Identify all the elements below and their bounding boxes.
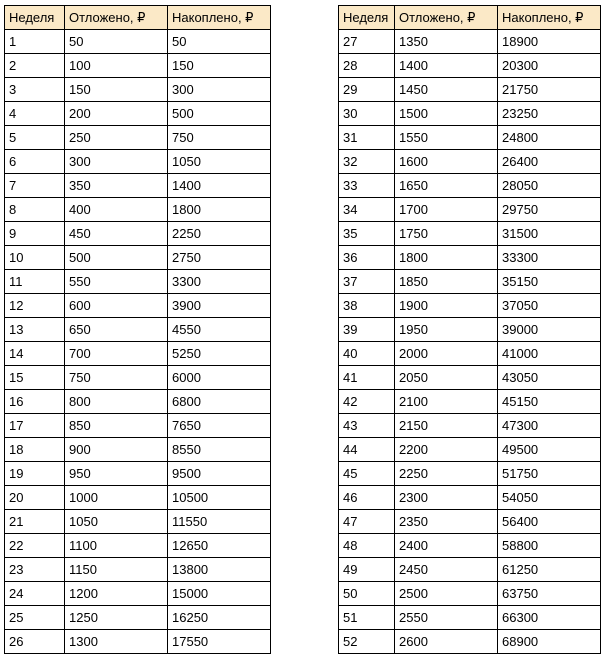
cell-deposited[interactable]: 2250 bbox=[395, 462, 498, 486]
table-row bbox=[339, 630, 601, 654]
cell-week[interactable]: 40 bbox=[339, 342, 395, 366]
cell-accumulated[interactable]: 28050 bbox=[498, 174, 601, 198]
table-row bbox=[339, 30, 601, 54]
table-row bbox=[339, 198, 601, 222]
table-row bbox=[5, 54, 271, 78]
cell-week[interactable]: 30 bbox=[339, 102, 395, 126]
table-row bbox=[339, 318, 601, 342]
cell-deposited[interactable]: 550 bbox=[65, 270, 168, 294]
cell-accumulated[interactable]: 24800 bbox=[498, 126, 601, 150]
cell-deposited[interactable]: 2000 bbox=[395, 342, 498, 366]
cell-deposited[interactable]: 150 bbox=[65, 78, 168, 102]
table-row bbox=[339, 294, 601, 318]
table-row bbox=[5, 150, 271, 174]
table-row bbox=[5, 390, 271, 414]
cell-week[interactable]: 16 bbox=[5, 390, 65, 414]
cell-week[interactable]: 18 bbox=[5, 438, 65, 462]
cell-accumulated[interactable]: 3900 bbox=[168, 294, 271, 318]
cell-deposited[interactable]: 700 bbox=[65, 342, 168, 366]
cell-deposited[interactable]: 1900 bbox=[395, 294, 498, 318]
cell-week[interactable]: 13 bbox=[5, 318, 65, 342]
cell-accumulated[interactable]: 43050 bbox=[498, 366, 601, 390]
cell-week[interactable]: 37 bbox=[339, 270, 395, 294]
table-row bbox=[5, 534, 271, 558]
cell-week[interactable]: 1 bbox=[5, 30, 65, 54]
table-row bbox=[5, 294, 271, 318]
cell-deposited[interactable]: 1200 bbox=[65, 582, 168, 606]
cell-accumulated[interactable]: 51750 bbox=[498, 462, 601, 486]
cell-week[interactable]: 39 bbox=[339, 318, 395, 342]
table-row bbox=[5, 582, 271, 606]
table-row bbox=[339, 222, 601, 246]
cell-week[interactable]: 19 bbox=[5, 462, 65, 486]
cell-deposited[interactable]: 2150 bbox=[395, 414, 498, 438]
cell-week[interactable]: 34 bbox=[339, 198, 395, 222]
cell-deposited[interactable]: 1850 bbox=[395, 270, 498, 294]
table-row bbox=[5, 366, 271, 390]
table-row bbox=[339, 270, 601, 294]
cell-week[interactable]: 31 bbox=[339, 126, 395, 150]
cell-deposited[interactable]: 2400 bbox=[395, 534, 498, 558]
cell-week[interactable]: 32 bbox=[339, 150, 395, 174]
cell-accumulated[interactable]: 68900 bbox=[498, 630, 601, 654]
cell-accumulated[interactable]: 35150 bbox=[498, 270, 601, 294]
table-row bbox=[339, 342, 601, 366]
cell-deposited[interactable]: 100 bbox=[65, 54, 168, 78]
cell-week[interactable]: 50 bbox=[339, 582, 395, 606]
table-row bbox=[339, 78, 601, 102]
table-row bbox=[5, 102, 271, 126]
cell-accumulated[interactable]: 20300 bbox=[498, 54, 601, 78]
cell-deposited[interactable]: 750 bbox=[65, 366, 168, 390]
header-deposited[interactable]: Отложено, ₽ bbox=[395, 6, 498, 30]
cell-accumulated[interactable]: 1050 bbox=[168, 150, 271, 174]
table-row bbox=[339, 582, 601, 606]
table-row bbox=[339, 174, 601, 198]
cell-deposited[interactable]: 2100 bbox=[395, 390, 498, 414]
cell-deposited[interactable]: 2500 bbox=[395, 582, 498, 606]
table-row bbox=[5, 342, 271, 366]
cell-week[interactable]: 52 bbox=[339, 630, 395, 654]
cell-deposited[interactable]: 950 bbox=[65, 462, 168, 486]
cell-week[interactable]: 51 bbox=[339, 606, 395, 630]
table-row bbox=[339, 150, 601, 174]
cell-accumulated[interactable]: 11550 bbox=[168, 510, 271, 534]
cell-week[interactable]: 14 bbox=[5, 342, 65, 366]
cell-accumulated[interactable]: 21750 bbox=[498, 78, 601, 102]
cell-accumulated[interactable]: 500 bbox=[168, 102, 271, 126]
cell-accumulated[interactable]: 45150 bbox=[498, 390, 601, 414]
cell-accumulated[interactable]: 26400 bbox=[498, 150, 601, 174]
cell-week[interactable]: 38 bbox=[339, 294, 395, 318]
table-row bbox=[5, 630, 271, 654]
cell-deposited[interactable]: 1750 bbox=[395, 222, 498, 246]
cell-deposited[interactable]: 1150 bbox=[65, 558, 168, 582]
cell-accumulated[interactable]: 2750 bbox=[168, 246, 271, 270]
cell-week[interactable]: 36 bbox=[339, 246, 395, 270]
cell-week[interactable]: 49 bbox=[339, 558, 395, 582]
cell-week[interactable]: 11 bbox=[5, 270, 65, 294]
cell-week[interactable]: 20 bbox=[5, 486, 65, 510]
table-row bbox=[5, 198, 271, 222]
cell-week[interactable]: 10 bbox=[5, 246, 65, 270]
table-row bbox=[339, 414, 601, 438]
cell-week[interactable]: 25 bbox=[5, 606, 65, 630]
cell-deposited[interactable]: 650 bbox=[65, 318, 168, 342]
cell-deposited[interactable]: 250 bbox=[65, 126, 168, 150]
table-row bbox=[5, 438, 271, 462]
table-row bbox=[339, 462, 601, 486]
table-row bbox=[5, 486, 271, 510]
cell-deposited[interactable]: 1700 bbox=[395, 198, 498, 222]
cell-accumulated[interactable]: 2250 bbox=[168, 222, 271, 246]
cell-accumulated[interactable]: 47300 bbox=[498, 414, 601, 438]
cell-week[interactable]: 43 bbox=[339, 414, 395, 438]
cell-deposited[interactable]: 2600 bbox=[395, 630, 498, 654]
cell-accumulated[interactable]: 37050 bbox=[498, 294, 601, 318]
cell-week[interactable]: 2 bbox=[5, 54, 65, 78]
header-row bbox=[339, 6, 601, 30]
table-row bbox=[5, 222, 271, 246]
table-row bbox=[5, 30, 271, 54]
table-row bbox=[339, 126, 601, 150]
table-row bbox=[5, 246, 271, 270]
cell-week[interactable]: 7 bbox=[5, 174, 65, 198]
table-row bbox=[5, 318, 271, 342]
cell-deposited[interactable]: 600 bbox=[65, 294, 168, 318]
header-week[interactable]: Неделя bbox=[339, 6, 395, 30]
cell-deposited[interactable]: 2050 bbox=[395, 366, 498, 390]
savings-table-right bbox=[338, 5, 601, 654]
cell-deposited[interactable]: 1300 bbox=[65, 630, 168, 654]
cell-deposited[interactable]: 400 bbox=[65, 198, 168, 222]
cell-deposited[interactable]: 1100 bbox=[65, 534, 168, 558]
cell-week[interactable]: 8 bbox=[5, 198, 65, 222]
cell-week[interactable]: 35 bbox=[339, 222, 395, 246]
cell-accumulated[interactable]: 56400 bbox=[498, 510, 601, 534]
cell-accumulated[interactable]: 10500 bbox=[168, 486, 271, 510]
table-row bbox=[339, 246, 601, 270]
cell-accumulated[interactable]: 39000 bbox=[498, 318, 601, 342]
cell-week[interactable]: 12 bbox=[5, 294, 65, 318]
cell-week[interactable]: 21 bbox=[5, 510, 65, 534]
cell-week[interactable]: 26 bbox=[5, 630, 65, 654]
cell-deposited[interactable]: 1600 bbox=[395, 150, 498, 174]
cell-deposited[interactable]: 50 bbox=[65, 30, 168, 54]
header-row bbox=[5, 6, 271, 30]
cell-deposited[interactable]: 500 bbox=[65, 246, 168, 270]
cell-accumulated[interactable]: 23250 bbox=[498, 102, 601, 126]
table-row bbox=[339, 558, 601, 582]
cell-deposited[interactable]: 2550 bbox=[395, 606, 498, 630]
cell-accumulated[interactable]: 50 bbox=[168, 30, 271, 54]
cell-accumulated[interactable]: 4550 bbox=[168, 318, 271, 342]
cell-accumulated[interactable]: 66300 bbox=[498, 606, 601, 630]
cell-deposited[interactable]: 1550 bbox=[395, 126, 498, 150]
table-row bbox=[339, 54, 601, 78]
header-accumulated[interactable]: Накоплено, ₽ bbox=[168, 6, 271, 30]
table-row bbox=[5, 606, 271, 630]
cell-deposited[interactable]: 350 bbox=[65, 174, 168, 198]
table-row bbox=[5, 558, 271, 582]
cell-deposited[interactable]: 1450 bbox=[395, 78, 498, 102]
table-row bbox=[339, 486, 601, 510]
cell-accumulated[interactable]: 300 bbox=[168, 78, 271, 102]
cell-accumulated[interactable]: 6000 bbox=[168, 366, 271, 390]
cell-accumulated[interactable]: 750 bbox=[168, 126, 271, 150]
cell-deposited[interactable]: 800 bbox=[65, 390, 168, 414]
cell-deposited[interactable]: 2300 bbox=[395, 486, 498, 510]
cell-deposited[interactable]: 1350 bbox=[395, 30, 498, 54]
cell-deposited[interactable]: 450 bbox=[65, 222, 168, 246]
table-row bbox=[339, 390, 601, 414]
cell-accumulated[interactable]: 33300 bbox=[498, 246, 601, 270]
savings-table-left bbox=[4, 5, 271, 654]
table-row bbox=[339, 534, 601, 558]
cell-accumulated[interactable]: 31500 bbox=[498, 222, 601, 246]
cell-deposited[interactable]: 1950 bbox=[395, 318, 498, 342]
table-row bbox=[339, 366, 601, 390]
table-row bbox=[339, 606, 601, 630]
cell-week[interactable]: 23 bbox=[5, 558, 65, 582]
cell-week[interactable]: 15 bbox=[5, 366, 65, 390]
cell-accumulated[interactable]: 6800 bbox=[168, 390, 271, 414]
cell-accumulated[interactable]: 9500 bbox=[168, 462, 271, 486]
cell-week[interactable]: 3 bbox=[5, 78, 65, 102]
cell-accumulated[interactable]: 15000 bbox=[168, 582, 271, 606]
cell-week[interactable]: 42 bbox=[339, 390, 395, 414]
cell-accumulated[interactable]: 5250 bbox=[168, 342, 271, 366]
cell-accumulated[interactable]: 7650 bbox=[168, 414, 271, 438]
cell-deposited[interactable]: 300 bbox=[65, 150, 168, 174]
cell-accumulated[interactable]: 8550 bbox=[168, 438, 271, 462]
cell-week[interactable]: 4 bbox=[5, 102, 65, 126]
cell-accumulated[interactable]: 16250 bbox=[168, 606, 271, 630]
cell-accumulated[interactable]: 3300 bbox=[168, 270, 271, 294]
cell-deposited[interactable]: 1250 bbox=[65, 606, 168, 630]
cell-deposited[interactable]: 1650 bbox=[395, 174, 498, 198]
header-accumulated[interactable]: Накоплено, ₽ bbox=[498, 6, 601, 30]
cell-accumulated[interactable]: 41000 bbox=[498, 342, 601, 366]
table-row bbox=[5, 414, 271, 438]
cell-accumulated[interactable]: 61250 bbox=[498, 558, 601, 582]
cell-week[interactable]: 48 bbox=[339, 534, 395, 558]
table-row bbox=[339, 510, 601, 534]
table-row bbox=[5, 174, 271, 198]
cell-week[interactable]: 17 bbox=[5, 414, 65, 438]
table-row bbox=[5, 510, 271, 534]
cell-week[interactable]: 5 bbox=[5, 126, 65, 150]
cell-deposited[interactable]: 1500 bbox=[395, 102, 498, 126]
header-week[interactable]: Неделя bbox=[5, 6, 65, 30]
cell-week[interactable]: 22 bbox=[5, 534, 65, 558]
cell-deposited[interactable]: 2350 bbox=[395, 510, 498, 534]
cell-week[interactable]: 28 bbox=[339, 54, 395, 78]
cell-deposited[interactable]: 200 bbox=[65, 102, 168, 126]
cell-week[interactable]: 24 bbox=[5, 582, 65, 606]
cell-week[interactable]: 44 bbox=[339, 438, 395, 462]
cell-accumulated[interactable]: 1800 bbox=[168, 198, 271, 222]
cell-accumulated[interactable]: 12650 bbox=[168, 534, 271, 558]
cell-deposited[interactable]: 900 bbox=[65, 438, 168, 462]
cell-accumulated[interactable]: 17550 bbox=[168, 630, 271, 654]
cell-accumulated[interactable]: 49500 bbox=[498, 438, 601, 462]
cell-deposited[interactable]: 2200 bbox=[395, 438, 498, 462]
cell-accumulated[interactable]: 54050 bbox=[498, 486, 601, 510]
cell-week[interactable]: 47 bbox=[339, 510, 395, 534]
cell-accumulated[interactable]: 1400 bbox=[168, 174, 271, 198]
cell-deposited[interactable]: 2450 bbox=[395, 558, 498, 582]
cell-deposited[interactable]: 1800 bbox=[395, 246, 498, 270]
table-row bbox=[5, 78, 271, 102]
cell-week[interactable]: 45 bbox=[339, 462, 395, 486]
table-row bbox=[339, 438, 601, 462]
cell-deposited[interactable]: 850 bbox=[65, 414, 168, 438]
cell-deposited[interactable]: 1400 bbox=[395, 54, 498, 78]
cell-accumulated[interactable]: 29750 bbox=[498, 198, 601, 222]
cell-week[interactable]: 29 bbox=[339, 78, 395, 102]
table-row bbox=[5, 462, 271, 486]
cell-week[interactable]: 27 bbox=[339, 30, 395, 54]
cell-deposited[interactable]: 1050 bbox=[65, 510, 168, 534]
table-row bbox=[339, 102, 601, 126]
table-row bbox=[5, 270, 271, 294]
cell-accumulated[interactable]: 18900 bbox=[498, 30, 601, 54]
cell-accumulated[interactable]: 13800 bbox=[168, 558, 271, 582]
cell-accumulated[interactable]: 63750 bbox=[498, 582, 601, 606]
cell-week[interactable]: 41 bbox=[339, 366, 395, 390]
cell-week[interactable]: 6 bbox=[5, 150, 65, 174]
header-deposited[interactable]: Отложено, ₽ bbox=[65, 6, 168, 30]
cell-week[interactable]: 46 bbox=[339, 486, 395, 510]
cell-deposited[interactable]: 1000 bbox=[65, 486, 168, 510]
cell-week[interactable]: 9 bbox=[5, 222, 65, 246]
table-row bbox=[5, 126, 271, 150]
cell-accumulated[interactable]: 150 bbox=[168, 54, 271, 78]
cell-week[interactable]: 33 bbox=[339, 174, 395, 198]
cell-accumulated[interactable]: 58800 bbox=[498, 534, 601, 558]
